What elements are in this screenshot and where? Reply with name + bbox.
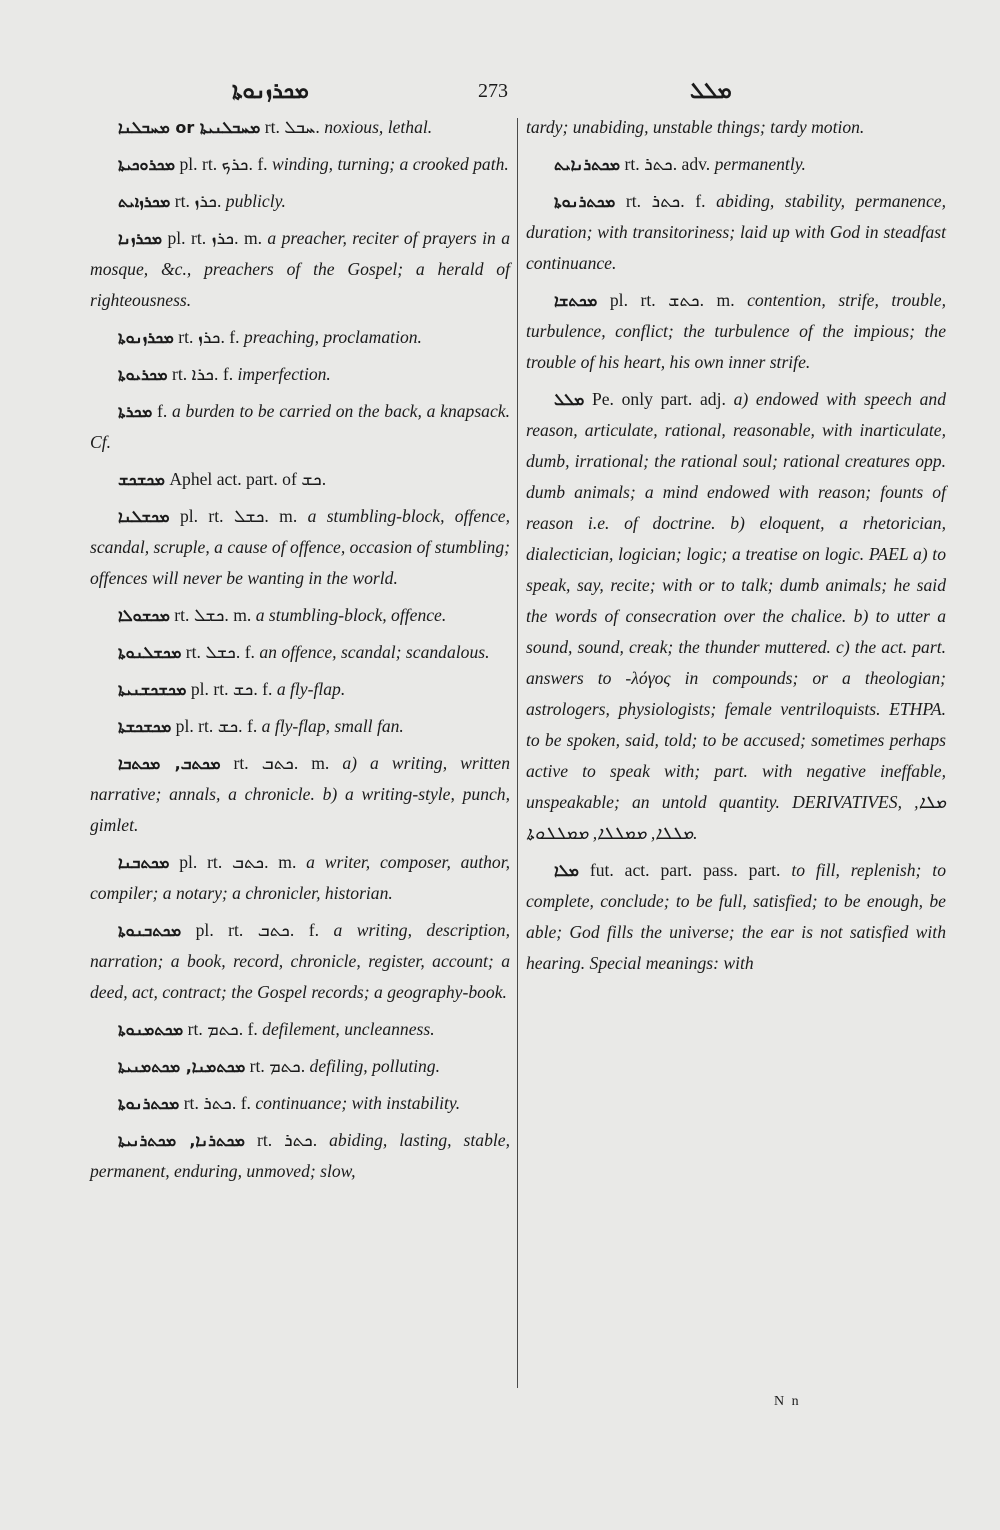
- entry-19: ܡܟܬܪܢܐ, ܡܟܬܪܢܝܬܐ rt. ܟܬܪ. abiding, lasting, stable, permanent, enduring, unmoved; slow,: [90, 1130, 510, 1181]
- entry-2: ܡܟܪܙܐܝܬ rt. ܟܪܙ. publicly.: [118, 191, 286, 211]
- column-divider: [517, 118, 518, 1388]
- entry-11: ܡܟܫܟܫܢܝܬܐ pl. rt. ܟܫ. f. a fly-flap.: [118, 679, 346, 699]
- entry-18: ܡܟܬܪܢܘܬܐ rt. ܟܬܪ. f. continuance; with instability.: [118, 1093, 461, 1113]
- header-left-word: ܡܟܪܙܢܘܬܐ: [232, 78, 309, 104]
- entry-r4: ܡܠܠ Pe. only part. adj. a) endowed with speech and reason, articulate, rational, reasonable, with inarticulate, dumb, irrational; the rational soul; rational creatures opp. dumb animals; a mind endowed with reason; founts of reason i.e. of doctrine. b) eloquent, a rhetorician, dialectician, logician; logic; a treatise on logic. PAEL a) to speak, say, recite; with or to talk; dumb animals; he said the words of consecration over the chalice. b) to utter a sound, sound, creak; the thunder muttered. c) the act. part. answers to -λόγος in compounds; or a theologian; astrologers, physiologists; female ventriloquists. ETHPA. to be spoken, said, told; to be accused; sometimes perhaps active to speak with; part. with negative ineffable, unspeakable; an untold quantity. DERIVATIVES, ܡܠܐ, ܡܠܠܐ, ܡܡܠܠܐ, ܡܡܠܠܘܬܐ.: [526, 389, 946, 843]
- entry-17: ܡܟܬܡܢܐ, ܡܟܬܡܢܝܬܐ rt. ܟܬܡ. defiling, polluting.: [118, 1056, 440, 1076]
- right-column: [526, 112, 946, 985]
- entry-16: ܡܟܬܡܢܘܬܐ rt. ܟܬܡ. f. defilement, uncleanness.: [118, 1019, 435, 1039]
- entry-r1: ܡܟܬܪܢܐܝܬ rt. ܟܬܪ. adv. permanently.: [554, 154, 806, 174]
- entry-1: ܡܟܪܘܟܝܬܐ pl. rt. ܟܪܟ. f. winding, turning; a crooked path.: [118, 154, 509, 174]
- entry-10: ܡܟܫܠܢܘܬܐ rt. ܟܫܠ. f. an offence, scandal; scandalous.: [118, 642, 490, 662]
- entry-7: ܡܟܫܟܫ Aphel act. part. of ܟܫ.: [118, 469, 327, 489]
- entry-12: ܡܟܫܟܫܬܐ pl. rt. ܟܫ. f. a fly-flap, small fan.: [118, 716, 404, 736]
- entry-4: ܡܟܪܙܢܘܬܐ rt. ܟܪܙ. f. preaching, proclamation.: [118, 327, 422, 347]
- entry-r3: ܡܟܬܫܐ pl. rt. ܟܬܫ. m. contention, strife, trouble, turbulence, conflict; the turbulence of the impious; the trouble of his heart, his own inner strife.: [526, 290, 946, 372]
- entry-r2: ܡܟܬܪܢܘܬܐ rt. ܟܬܪ. f. abiding, stability, permanence, duration; with transitoriness; laid up with God in steadfast continuance.: [526, 191, 946, 273]
- entry-5: ܡܟܪܝܘܬܐ rt. ܟܪܐ. f. imperfection.: [118, 364, 331, 384]
- entry-0: ܡܚܒܠܢܐ or ܡܚܒܠܢܝܬܐ rt. ܚܒܠ. noxious, lethal.: [118, 117, 433, 137]
- page-header: [0, 72, 1000, 112]
- entry-r0: tardy; unabiding, unstable things; tardy motion.: [526, 117, 865, 137]
- entry-8: ܡܟܫܠܢܐ pl. rt. ܟܫܠ. m. a stumbling-block, offence, scandal, scruple, a cause of offence, occasion of stumbling; offences will never be wanting in the world.: [90, 506, 510, 588]
- left-column: [90, 112, 510, 1193]
- page-number: 273: [478, 80, 508, 102]
- header-right-word: ܡܠܠ: [690, 78, 732, 104]
- entry-9: ܡܟܫܘܠܐ rt. ܟܫܠ. m. a stumbling-block, offence.: [118, 605, 447, 625]
- entry-r5: ܡܠܐ fut. act. part. pass. part. to fill, replenish; to complete, conclude; to be full, satisfied; to be enough, be able; God fills the universe; the ear is not satisfied with hearing. Special meanings: with: [526, 860, 946, 973]
- entry-3: ܡܟܪܙܢܐ pl. rt. ܟܪܙ. m. a preacher, reciter of prayers in a mosque, &c., preachers of the Gospel; a herald of righteousness.: [90, 228, 511, 310]
- entry-14: ܡܟܬܒܢܐ pl. rt. ܟܬܒ. m. a writer, composer, author, compiler; a notary; a chronicler, historian.: [90, 852, 510, 903]
- entry-6: ܡܟܪܬܐ f. a burden to be carried on the back, a knapsack. Cf.: [90, 401, 510, 452]
- signature-mark: N n: [774, 1394, 801, 1409]
- entry-15: ܡܟܬܒܢܘܬܐ pl. rt. ܟܬܒ. f. a writing, description, narration; a book, record, chronicle, register, account; a deed, act, contract; the Gospel records; a geography-book.: [90, 920, 510, 1002]
- entry-13: ܡܟܬܒ, ܡܟܬܒܐ rt. ܟܬܒ. m. a) a writing, written narrative; annals, a chronicle. b) a writing-style, punch, gimlet.: [90, 753, 510, 835]
